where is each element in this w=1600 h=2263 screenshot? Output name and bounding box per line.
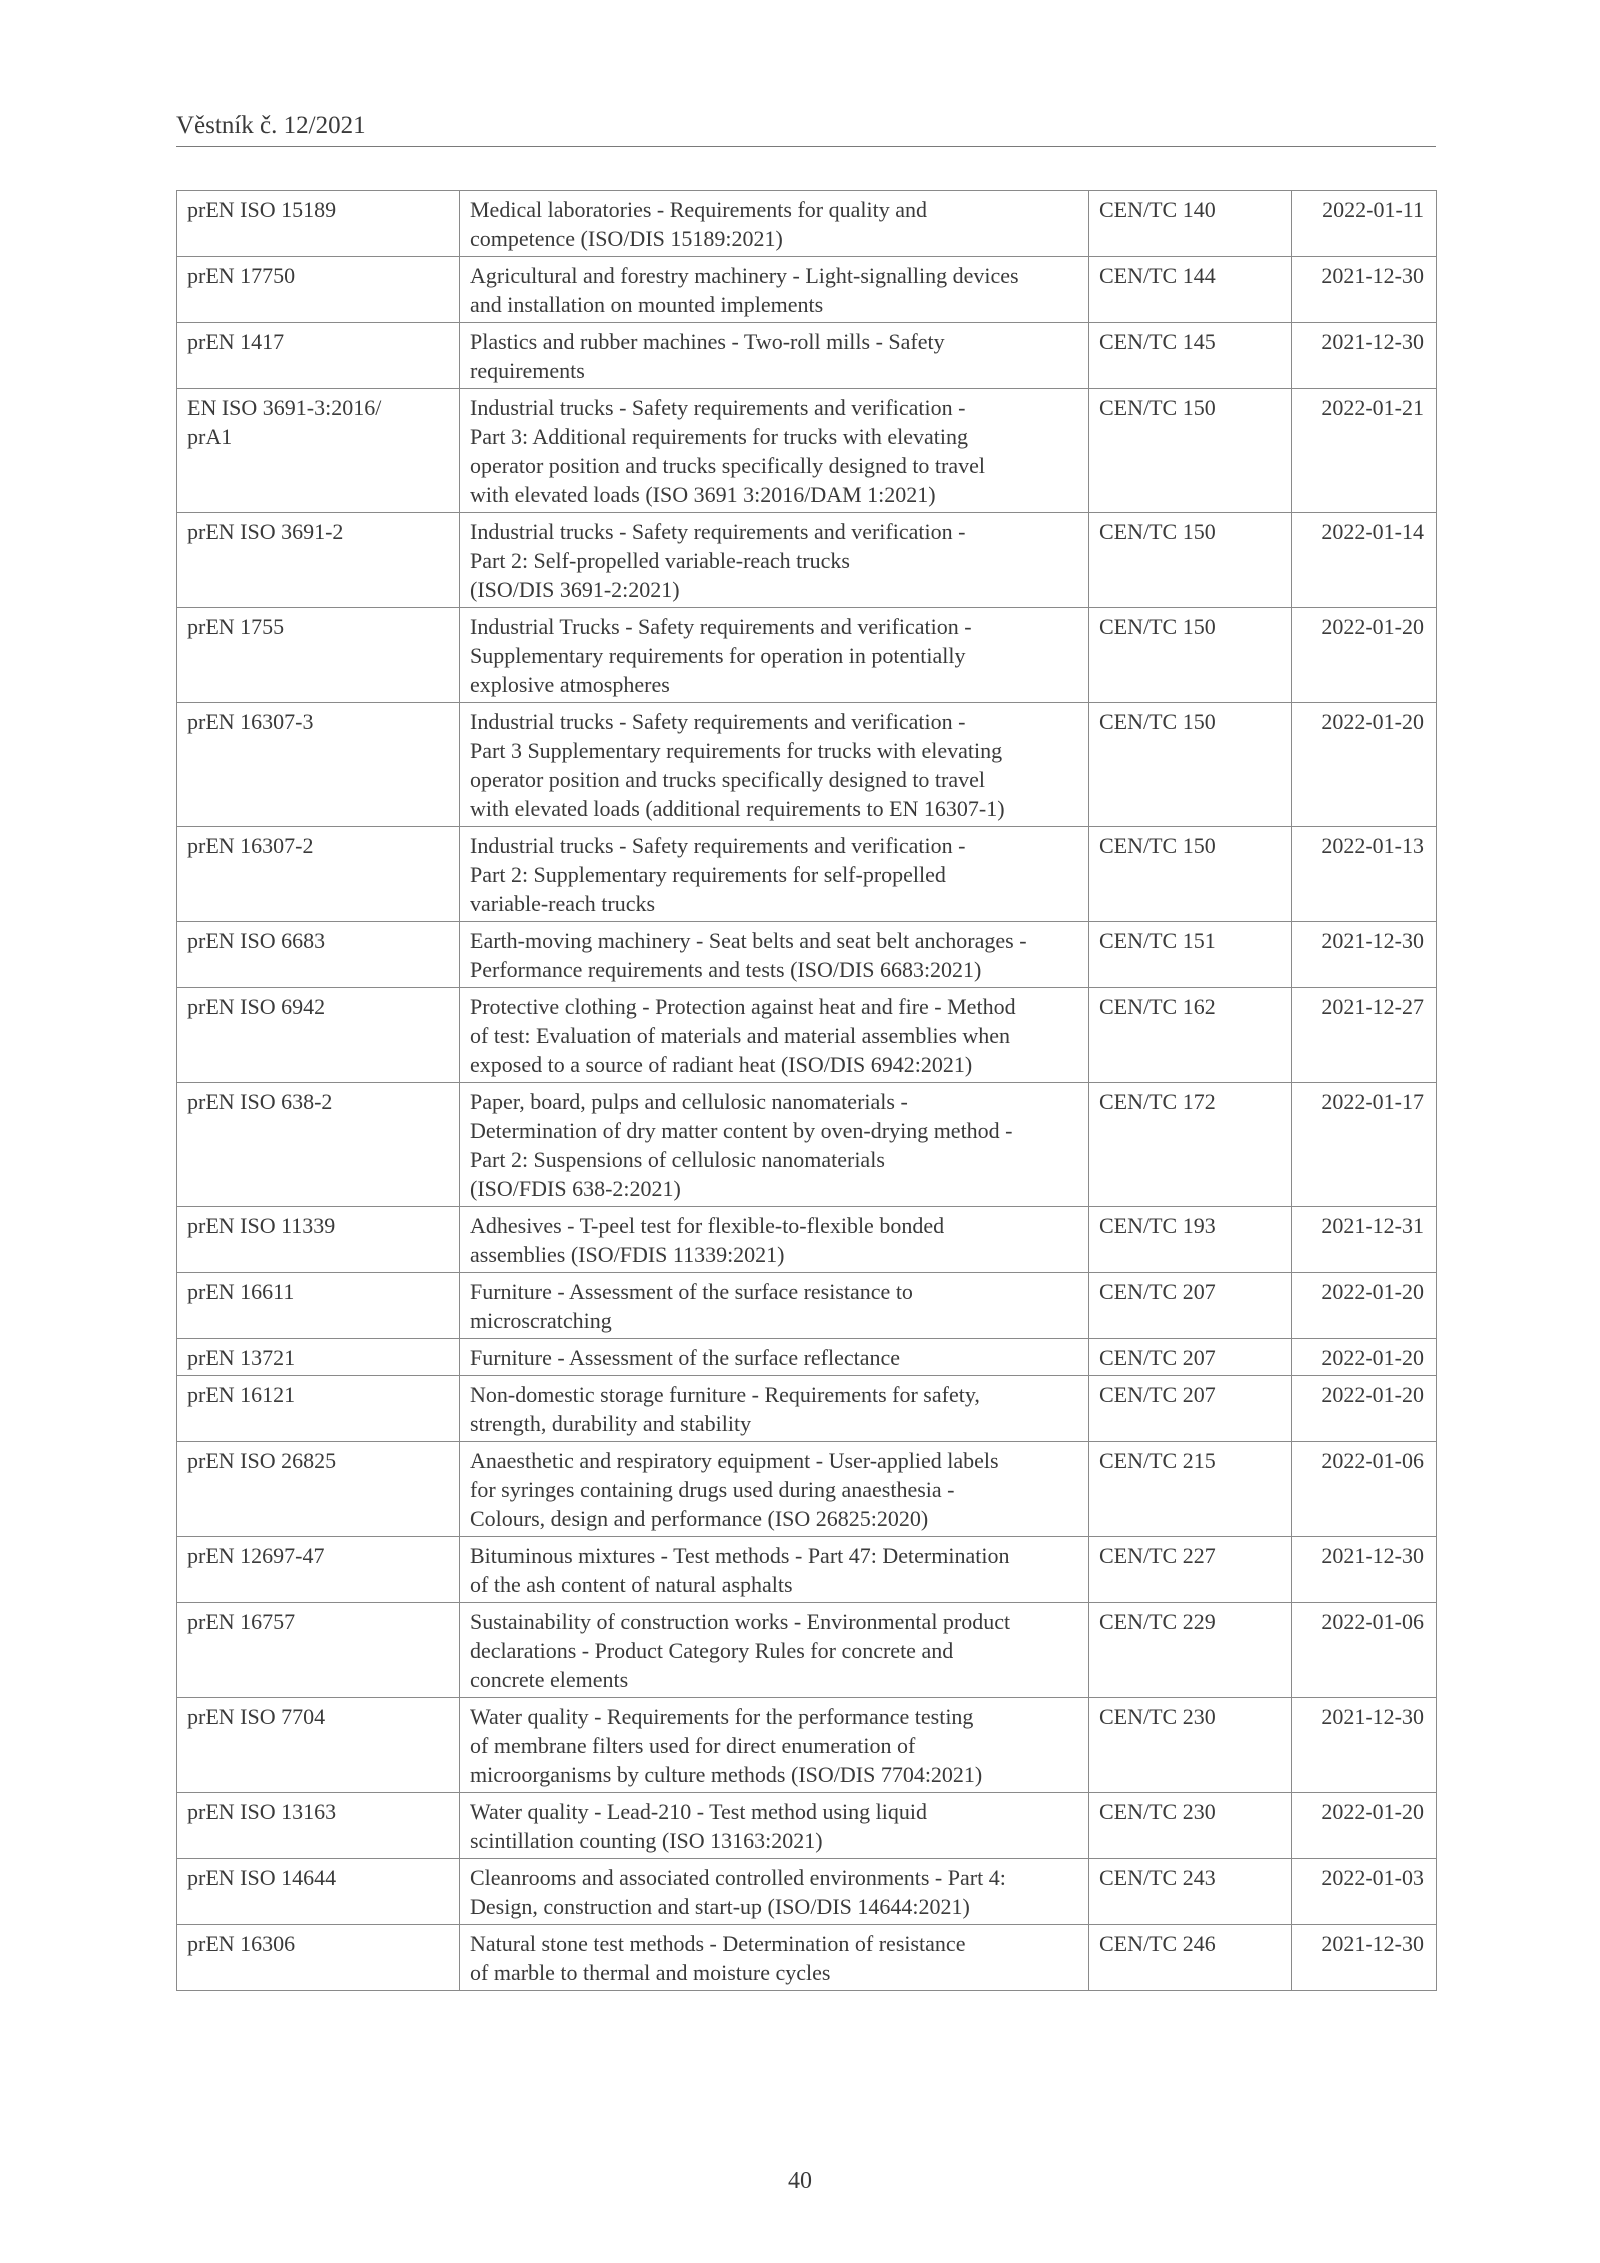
standard-title xyxy=(460,1603,1089,1698)
standard-title xyxy=(460,1376,1089,1442)
standard-title xyxy=(460,191,1089,257)
table-row xyxy=(177,1603,1437,1698)
title-line: Non-domestic storage furniture - Requirements for safety, xyxy=(470,1382,980,1407)
standard-title xyxy=(460,1083,1089,1207)
table-row xyxy=(177,1442,1437,1537)
title-line: Furniture - Assessment of the surface reflectance xyxy=(470,1345,901,1370)
title-line: variable-reach trucks xyxy=(470,891,656,916)
title-line: Industrial Trucks - Safety requirements and verification - xyxy=(470,614,972,639)
deadline-date: 2022-01-06 xyxy=(1292,1603,1437,1698)
technical-committee: CEN/TC 243 xyxy=(1089,1859,1292,1925)
standard-code: prEN ISO 15189 xyxy=(177,191,460,257)
standard-code: prEN ISO 3691-2 xyxy=(177,513,460,608)
deadline-date: 2021-12-30 xyxy=(1292,922,1437,988)
standard-code: prEN 16611 xyxy=(177,1273,460,1339)
standard-title xyxy=(460,1698,1089,1793)
deadline-date: 2022-01-20 xyxy=(1292,1339,1437,1376)
technical-committee: CEN/TC 150 xyxy=(1089,827,1292,922)
standard-title xyxy=(460,1925,1089,1991)
standard-code: prEN 13721 xyxy=(177,1339,460,1376)
title-line: with elevated loads (additional requirements to EN 16307-1) xyxy=(470,796,1005,821)
title-line: microorganisms by culture methods (ISO/DIS 7704:2021) xyxy=(470,1762,983,1787)
table-row xyxy=(177,1376,1437,1442)
standard-title xyxy=(460,922,1089,988)
table-row xyxy=(177,922,1437,988)
technical-committee: CEN/TC 151 xyxy=(1089,922,1292,988)
title-line: Part 2: Suspensions of cellulosic nanomaterials xyxy=(470,1147,885,1172)
table-row xyxy=(177,389,1437,513)
title-line: Supplementary requirements for operation in potentially xyxy=(470,643,966,668)
technical-committee: CEN/TC 207 xyxy=(1089,1339,1292,1376)
title-line: Natural stone test methods - Determination of resistance xyxy=(470,1931,966,1956)
technical-committee: CEN/TC 207 xyxy=(1089,1376,1292,1442)
title-line: microscratching xyxy=(470,1308,612,1333)
deadline-date: 2021-12-27 xyxy=(1292,988,1437,1083)
deadline-date: 2022-01-06 xyxy=(1292,1442,1437,1537)
title-line: Bituminous mixtures - Test methods - Part 47: Determination xyxy=(470,1543,1010,1568)
technical-committee: CEN/TC 230 xyxy=(1089,1793,1292,1859)
technical-committee: CEN/TC 215 xyxy=(1089,1442,1292,1537)
standard-code: prEN 12697-47 xyxy=(177,1537,460,1603)
table-row xyxy=(177,1698,1437,1793)
standard-title xyxy=(460,1537,1089,1603)
title-line: Paper, board, pulps and cellulosic nanomaterials - xyxy=(470,1089,908,1114)
table-row xyxy=(177,608,1437,703)
standard-title xyxy=(460,988,1089,1083)
deadline-date: 2022-01-14 xyxy=(1292,513,1437,608)
table-row xyxy=(177,513,1437,608)
deadline-date: 2021-12-30 xyxy=(1292,1537,1437,1603)
title-line: requirements xyxy=(470,358,585,383)
title-line: operator position and trucks specifically designed to travel xyxy=(470,767,986,792)
deadline-date: 2022-01-20 xyxy=(1292,608,1437,703)
technical-committee: CEN/TC 150 xyxy=(1089,703,1292,827)
deadline-date: 2021-12-30 xyxy=(1292,1698,1437,1793)
standard-title xyxy=(460,1273,1089,1339)
table-row xyxy=(177,1273,1437,1339)
standard-code: prEN ISO 26825 xyxy=(177,1442,460,1537)
title-line: Part 2: Self-propelled variable-reach trucks xyxy=(470,548,850,573)
title-line: strength, durability and stability xyxy=(470,1411,752,1436)
title-line: Colours, design and performance (ISO 26825:2020) xyxy=(470,1506,929,1531)
table-row xyxy=(177,1859,1437,1925)
title-line: Determination of dry matter content by oven-drying method - xyxy=(470,1118,1013,1143)
title-line: Cleanrooms and associated controlled environments - Part 4: xyxy=(470,1865,1006,1890)
technical-committee: CEN/TC 150 xyxy=(1089,513,1292,608)
technical-committee: CEN/TC 162 xyxy=(1089,988,1292,1083)
standard-code: prEN ISO 6942 xyxy=(177,988,460,1083)
title-line: operator position and trucks specifically designed to travel xyxy=(470,453,986,478)
title-line: and installation on mounted implements xyxy=(470,292,824,317)
standard-code: prEN ISO 6683 xyxy=(177,922,460,988)
title-line: (ISO/DIS 3691-2:2021) xyxy=(470,577,680,602)
deadline-date: 2022-01-21 xyxy=(1292,389,1437,513)
standard-code: prEN ISO 14644 xyxy=(177,1859,460,1925)
title-line: Sustainability of construction works - Environmental product xyxy=(470,1609,1011,1634)
table-row xyxy=(177,257,1437,323)
title-line: Performance requirements and tests (ISO/DIS 6683:2021) xyxy=(470,957,982,982)
deadline-date: 2021-12-30 xyxy=(1292,1925,1437,1991)
standard-code: prEN ISO 638-2 xyxy=(177,1083,460,1207)
title-line: Industrial trucks - Safety requirements and verification - xyxy=(470,833,966,858)
technical-committee: CEN/TC 172 xyxy=(1089,1083,1292,1207)
technical-committee: CEN/TC 150 xyxy=(1089,389,1292,513)
title-line: Earth-moving machinery - Seat belts and seat belt anchorages - xyxy=(470,928,1027,953)
title-line: Protective clothing - Protection against heat and fire - Method xyxy=(470,994,1016,1019)
title-line: of marble to thermal and moisture cycles xyxy=(470,1960,831,1985)
standard-code: prEN 16306 xyxy=(177,1925,460,1991)
deadline-date: 2022-01-20 xyxy=(1292,1273,1437,1339)
standard-title xyxy=(460,323,1089,389)
technical-committee: CEN/TC 193 xyxy=(1089,1207,1292,1273)
table-row xyxy=(177,703,1437,827)
standard-code: prEN ISO 7704 xyxy=(177,1698,460,1793)
title-line: exposed to a source of radiant heat (ISO/DIS 6942:2021) xyxy=(470,1052,973,1077)
table-row xyxy=(177,1537,1437,1603)
technical-committee: CEN/TC 207 xyxy=(1089,1273,1292,1339)
title-line: scintillation counting (ISO 13163:2021) xyxy=(470,1828,823,1853)
table-row xyxy=(177,827,1437,922)
technical-committee: CEN/TC 227 xyxy=(1089,1537,1292,1603)
title-line: Medical laboratories - Requirements for quality and xyxy=(470,197,927,222)
table-row xyxy=(177,323,1437,389)
title-line: Design, construction and start-up (ISO/DIS 14644:2021) xyxy=(470,1894,970,1919)
title-line: Anaesthetic and respiratory equipment - User-applied labels xyxy=(470,1448,999,1473)
page-number: 40 xyxy=(788,2168,812,2194)
table-row xyxy=(177,1925,1437,1991)
deadline-date: 2022-01-13 xyxy=(1292,827,1437,922)
standard-title xyxy=(460,1339,1089,1376)
deadline-date: 2022-01-20 xyxy=(1292,1376,1437,1442)
title-line: Industrial trucks - Safety requirements and verification - xyxy=(470,709,966,734)
title-line: declarations - Product Category Rules for concrete and xyxy=(470,1638,954,1663)
standard-title xyxy=(460,608,1089,703)
title-line: concrete elements xyxy=(470,1667,629,1692)
standard-code: prEN 16307-2 xyxy=(177,827,460,922)
deadline-date: 2021-12-30 xyxy=(1292,257,1437,323)
standard-title xyxy=(460,827,1089,922)
technical-committee: CEN/TC 140 xyxy=(1089,191,1292,257)
deadline-date: 2022-01-03 xyxy=(1292,1859,1437,1925)
standards-table xyxy=(176,190,1437,1991)
standard-title xyxy=(460,513,1089,608)
standard-code: prEN 16757 xyxy=(177,1603,460,1698)
title-line: of test: Evaluation of materials and material assemblies when xyxy=(470,1023,1011,1048)
title-line: Plastics and rubber machines - Two-roll mills - Safety xyxy=(470,329,945,354)
standard-code: EN ISO 3691-3:2016/ prA1 xyxy=(177,389,460,513)
technical-committee: CEN/TC 144 xyxy=(1089,257,1292,323)
standard-code: prEN 1755 xyxy=(177,608,460,703)
deadline-date: 2021-12-31 xyxy=(1292,1207,1437,1273)
standard-title xyxy=(460,1442,1089,1537)
table-row xyxy=(177,1339,1437,1376)
technical-committee: CEN/TC 145 xyxy=(1089,323,1292,389)
title-line: Industrial trucks - Safety requirements and verification - xyxy=(470,395,966,420)
deadline-date: 2022-01-11 xyxy=(1292,191,1437,257)
title-line: for syringes containing drugs used during anaesthesia - xyxy=(470,1477,955,1502)
title-line: competence (ISO/DIS 15189:2021) xyxy=(470,226,783,251)
title-line: Part 3: Additional requirements for trucks with elevating xyxy=(470,424,968,449)
table-row xyxy=(177,191,1437,257)
title-line: Water quality - Requirements for the performance testing xyxy=(470,1704,974,1729)
table-row xyxy=(177,1207,1437,1273)
standard-code: prEN 16307-3 xyxy=(177,703,460,827)
title-line: Furniture - Assessment of the surface resistance to xyxy=(470,1279,913,1304)
standard-code: prEN ISO 11339 xyxy=(177,1207,460,1273)
title-line: of membrane filters used for direct enumeration of xyxy=(470,1733,916,1758)
deadline-date: 2022-01-20 xyxy=(1292,1793,1437,1859)
title-line: assemblies (ISO/FDIS 11339:2021) xyxy=(470,1242,785,1267)
standard-title xyxy=(460,257,1089,323)
table-row xyxy=(177,1083,1437,1207)
deadline-date: 2022-01-20 xyxy=(1292,703,1437,827)
standard-title xyxy=(460,1859,1089,1925)
technical-committee: CEN/TC 246 xyxy=(1089,1925,1292,1991)
title-line: of the ash content of natural asphalts xyxy=(470,1572,793,1597)
standard-title xyxy=(460,389,1089,513)
title-line: Industrial trucks - Safety requirements and verification - xyxy=(470,519,966,544)
deadline-date: 2021-12-30 xyxy=(1292,323,1437,389)
standard-code: prEN 17750 xyxy=(177,257,460,323)
table-row xyxy=(177,988,1437,1083)
title-line: with elevated loads (ISO 3691 3:2016/DAM 1:2021) xyxy=(470,482,936,507)
standard-title xyxy=(460,1207,1089,1273)
title-line: Agricultural and forestry machinery - Light-signalling devices xyxy=(470,263,1019,288)
standard-code: prEN 16121 xyxy=(177,1376,460,1442)
standard-title xyxy=(460,703,1089,827)
standard-code: prEN 1417 xyxy=(177,323,460,389)
title-line: Adhesives - T-peel test for flexible-to-flexible bonded xyxy=(470,1213,945,1238)
title-line: explosive atmospheres xyxy=(470,672,670,697)
standard-title xyxy=(460,1793,1089,1859)
title-line: Water quality - Lead-210 - Test method using liquid xyxy=(470,1799,927,1824)
title-line: Part 2: Supplementary requirements for self-propelled xyxy=(470,862,946,887)
title-line: (ISO/FDIS 638-2:2021) xyxy=(470,1176,681,1201)
technical-committee: CEN/TC 150 xyxy=(1089,608,1292,703)
deadline-date: 2022-01-17 xyxy=(1292,1083,1437,1207)
standard-code: prEN ISO 13163 xyxy=(177,1793,460,1859)
technical-committee: CEN/TC 230 xyxy=(1089,1698,1292,1793)
table-row xyxy=(177,1793,1437,1859)
technical-committee: CEN/TC 229 xyxy=(1089,1603,1292,1698)
page-header: Věstník č. 12/2021 xyxy=(176,112,1436,147)
title-line: Part 3 Supplementary requirements for trucks with elevating xyxy=(470,738,1003,763)
